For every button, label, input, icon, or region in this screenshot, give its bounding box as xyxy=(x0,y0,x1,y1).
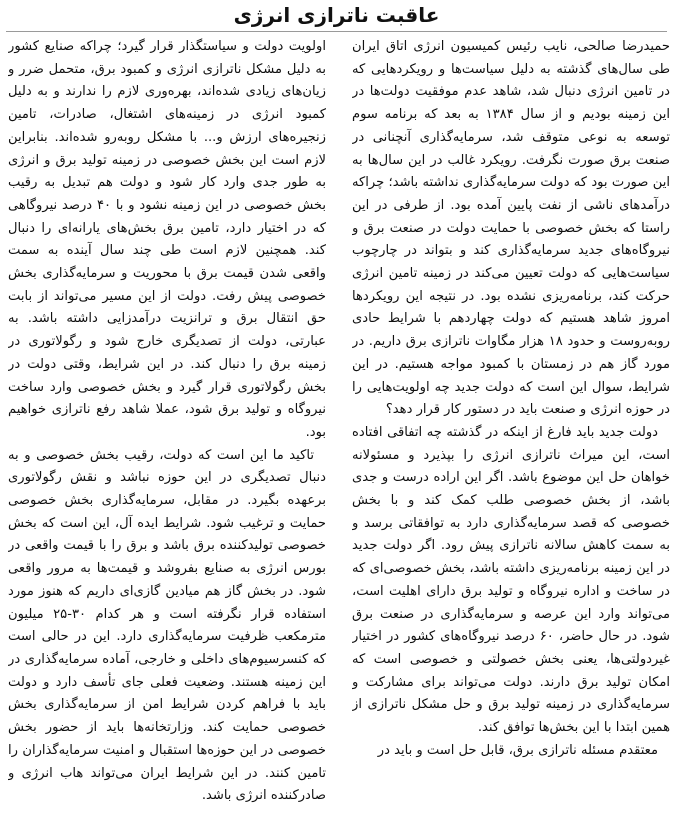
title-divider xyxy=(6,31,667,32)
paragraph: دولت جدید باید فارغ از اینکه در گذشته چه اتفاقی افتاده است، این میراث ناترازی انرژی را بپذیرد و مسئولانه خواهان حل این موضوع باشد. اگر این اراده درست و جدی باشد، از بخش خصوصی طلب کمک کند و با بخش خصوصی که قصد سرمایه‌گذاری دارد به توافقاتی برسد و به سمت کاهش سالانه ناترازی پیش رود. اگر دولت جدید در این زمینه برنامه‌ریزی داشته باشد، بخش خصوصی‌ای که در ساخت و اداره نیروگاه و تولید برق دارای اهلیت است، می‌تواند وارد این عرصه و سرمایه‌گذاری در صنعت برق شود. در حال حاضر، ۶۰ درصد نیروگاه‌های کشور در اختیار غیردولتی‌ها، یعنی بخش خصولتی و خصوصی است که امکان تولید برق دارند. دولت می‌تواند برای مشارکت و سرمایه‌گذاری در زمینه تولید برق و حل مشکل ناترازی از همین ابتدا با این بخش‌ها توافق کند. xyxy=(352,424,670,736)
article-title: عاقبت ناترازی انرژی xyxy=(233,3,440,27)
right-column xyxy=(352,36,670,831)
paragraph: حمیدرضا صالحی، نایب رئیس کمیسیون انرژی اتاق ایران طی سال‌های گذشته به دلیل سیاست‌ها و رویکردهایی که در تامین انرژی دنبال شد، شاهد عدم موفقیت دولت‌ها در این زمینه بودیم و از سال ۱۳۸۴ به بعد که برنامه سوم توسعه به نوعی متوقف شد، سرمایه‌گذاری آنچنانی در صنعت برق صورت نگرفت. رویکرد غالب در این سال‌ها به این صورت بود که دولت سرمایه‌گذاری نداشته باشد؛ چراکه درآمدهای ناشی از نفت پایین آمده بود. از طرفی در این راستا که بخش خصوصی با حمایت دولت در صنعت برق و نیروگاه‌های جدید سرمایه‌گذاری کند و بتواند در چارچوب سیاست‌هایی که دولت تعیین می‌کند در زمینه تامین انرژی حرکت کند، برنامه‌ریزی نشده بود. در نتیجه این رویکردها امروز شاهد هستیم که دولت چهاردهم با شرایط حادی روبه‌روست و حدود ۱۸ هزار مگاوات ناترازی برق داریم. در مورد گاز هم در زمستان با کمبود مواجه هستیم. در این شرایط، سوال این است که دولت جدید چه اولویت‌هایی را در حوزه انرژی و صنعت باید در دستور کار قرار دهد؟ xyxy=(352,39,670,418)
paragraph: تاکید ما این است که دولت، رقیب بخش خصوصی و به دنبال تصدیگری در این حوزه نباشد و نقش رگولاتوری برعهده بگیرد. در مقابل، سرمایه‌گذاری بخش خصوصی حمایت و ترغیب شود. شرایط ایده آل، این است که بخش خصوصی تولیدکننده برق باشد و برق را با قیمت واقعی در بورس انرژی به صنایع بفروشد و قیمت‌ها به مرور واقعی شود. در بخش گاز هم میادین گازی‌ای داریم که هنوز مورد استفاده قرار نگرفته است و هر کدام ۳۰-۲۵ میلیون مترمکعب ظرفیت سرمایه‌گذاری دارد. این در حالی است که کنسرسیوم‌های داخلی و خارجی، آماده سرمایه‌گذاری در این زمینه هستند. وضعیت فعلی جای تأسف دارد و دولت باید با فراهم کردن شرایط امن از سرمایه‌گذاری بخش خصوصی حمایت کند. وزارتخانه‌ها باید از حضور بخش خصوصی در این حوزه‌ها استقبال و امنیت سرمایه‌گذاران را تامین کنند. در این شرایط ایران می‌تواند هاب انرژی و صادرکننده انرژی باشد. xyxy=(8,447,326,804)
left-column xyxy=(8,36,326,831)
paragraph: اولویت دولت و سیاستگذار قرار گیرد؛ چراکه صنایع کشور به دلیل مشکل ناترازی انرژی و کمبود برق، متحمل ضرر و زیان‌های زیادی شده‌اند، بهره‌وری لازم را ندارند و به دلیل کمبود انرژی در زمینه‌های اشتغال، صادرات، تامین زنجیره‌های ارزش و... با مشکل روبه‌رو شده‌اند. بنابراین لازم است این بخش خصوصی در زمینه تولید برق و انرژی به طور جدی وارد کار شود و دولت هم تبدیل به رقیب بخش خصوصی در این زمینه نشود و با ۴۰ درصد نیروگاهی که در اختیار دارد، تامین برق بخش‌های یارانه‌ای را دنبال کند. همچنین لازم است طی چند سال آینده به سمت واقعی شدن قیمت برق با محوریت و سرمایه‌گذاری بخش خصوصی پیش رفت. دولت از این مسیر می‌تواند از بابت حق انتقال برق و ترانزیت درآمدزایی داشته باشد. به عبارتی، دولت از تصدیگری خارج شود و رگولاتوری در زمینه برق را دنبال کند. در این شرایط، وقتی دولت در بخش رگولاتوری قرار گیرد و بخش خصوصی وارد ساخت نیروگاه و تولید برق شود، عملا شاهد رفع ناترازی خواهیم بود. xyxy=(8,39,326,440)
paragraph: معتقدم مسئله ناترازی برق، قابل حل است و باید در xyxy=(377,742,658,758)
